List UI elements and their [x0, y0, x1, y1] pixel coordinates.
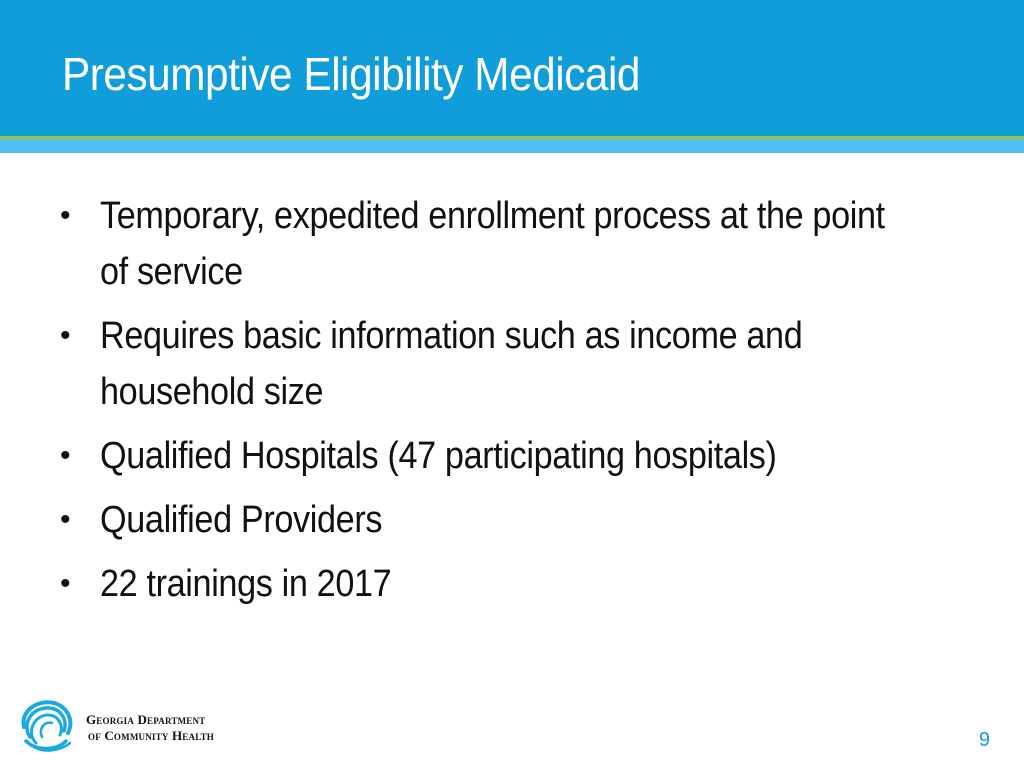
bullet-marker: • [60, 567, 71, 600]
bullet-item [60, 556, 960, 612]
bullet-item [60, 308, 960, 420]
bullet-text: Requires basic information such as income and household size [100, 315, 803, 413]
org-name-line2: of Community Health [88, 728, 214, 743]
slide-title: Presumptive Eligibility Medicaid [62, 48, 640, 100]
org-name [86, 712, 214, 744]
bullet-text: 22 trainings in 2017 [100, 563, 392, 605]
org-name-line1: Georgia Department [86, 712, 206, 727]
bullet-text: Qualified Providers [100, 499, 383, 541]
bullet-list [60, 188, 960, 620]
bullet-text: Temporary, expedited enrollment process at the point of service [100, 195, 885, 293]
bullet-marker: • [60, 503, 71, 536]
bullet-marker: • [60, 319, 71, 352]
bullet-item [60, 428, 960, 484]
swirl-logo-icon [16, 697, 78, 753]
header-band [0, 139, 1024, 153]
bullet-item [60, 188, 960, 300]
bullet-text: Qualified Hospitals (47 participating hospitals) [100, 435, 777, 477]
slide-header [0, 0, 1024, 136]
bullet-marker: • [60, 439, 71, 472]
bullet-marker: • [60, 199, 71, 232]
bullet-item [60, 492, 960, 548]
page-number: 9 [978, 729, 990, 751]
